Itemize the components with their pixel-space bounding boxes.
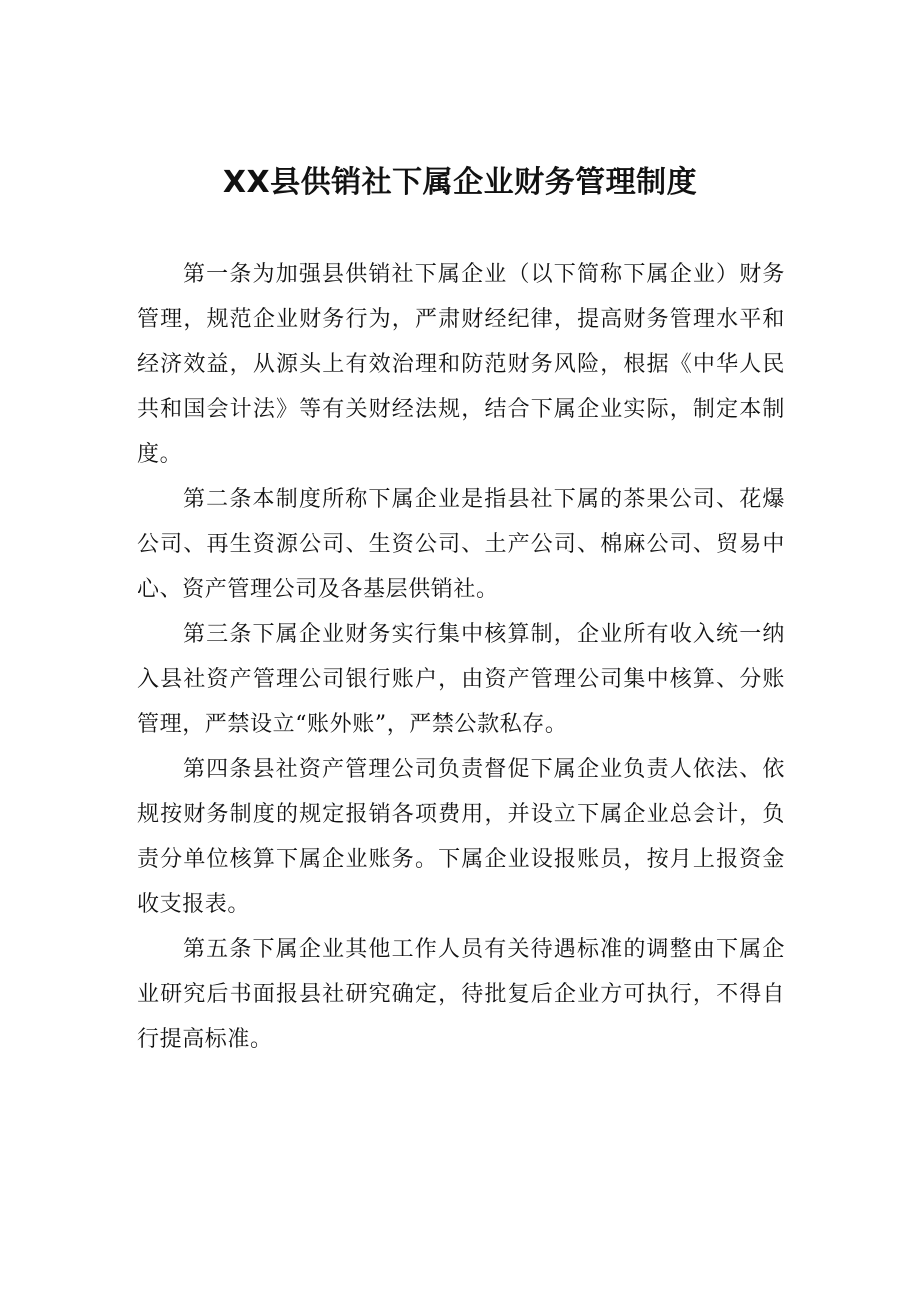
article-3: 第三条下属企业财务实行集中核算制，企业所有收入统一纳入县社资产管理公司银行账户，由资产管理公司集中核算、分账管理，严禁设立“账外账”，严禁公款私存。 [137, 622, 785, 737]
document-body [137, 252, 785, 1062]
article-5: 第五条下属企业其他工作人员有关待遇标准的调整由下属企业研究后书面报县社研究确定，待批复后企业方可执行，不得自行提高标准。 [137, 937, 785, 1052]
article-4: 第四条县社资产管理公司负责督促下属企业负责人依法、依规按财务制度的规定报销各项费用，并设立下属企业总会计，负责分单位核算下属企业账务。下属企业设报账员，按月上报资金收支报表。 [137, 757, 785, 917]
document-title: XX县供销社下属企业财务管理制度 [222, 165, 698, 200]
article-1: 第一条为加强县供销社下属企业（以下简称下属企业）财务管理，规范企业财务行为，严肃财经纪律，提高财务管理水平和经济效益，从源头上有效治理和防范财务风险，根据《中华人民共和国会计法》等有关财经法规，结合下属企业实际，制定本制度。 [137, 262, 785, 467]
article-2: 第二条本制度所称下属企业是指县社下属的茶果公司、花爆公司、再生资源公司、生资公司、土产公司、棉麻公司、贸易中心、资产管理公司及各基层供销社。 [137, 487, 785, 602]
